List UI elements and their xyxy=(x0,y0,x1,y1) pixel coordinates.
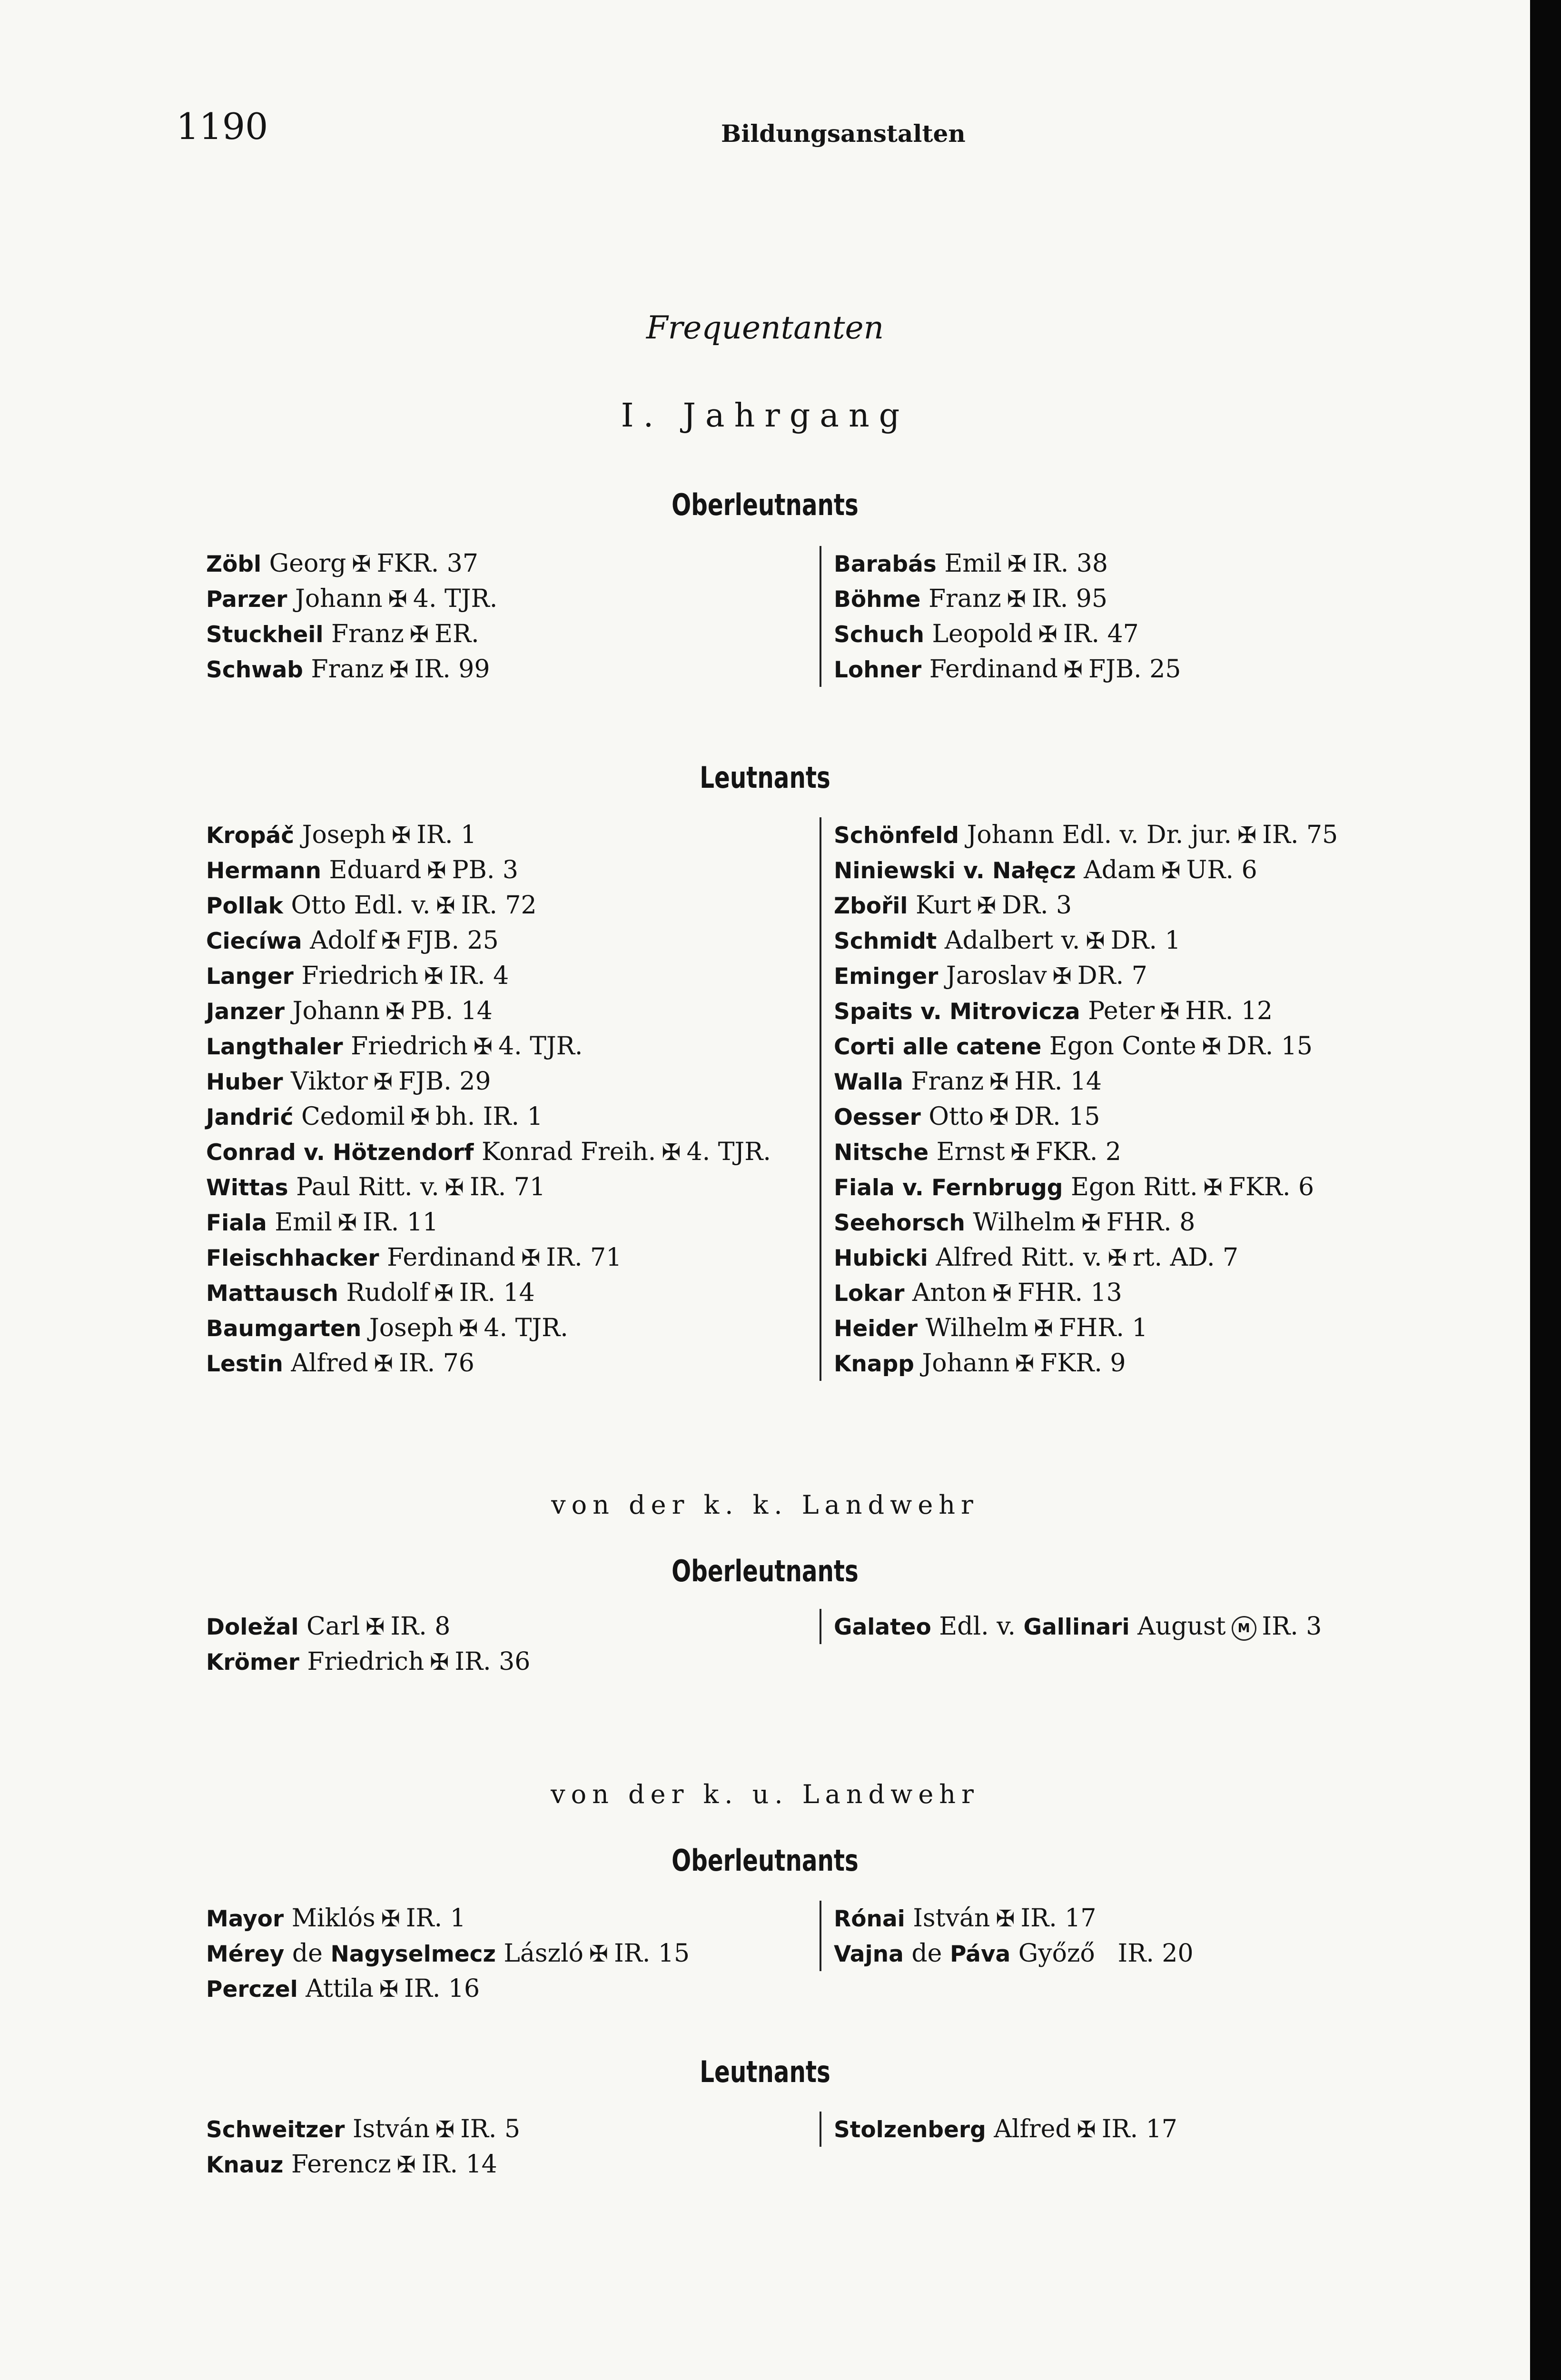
unit: IR. 99 xyxy=(414,655,490,684)
cross-icon: ✠ xyxy=(1034,1315,1053,1342)
given-name: István xyxy=(353,2115,430,2143)
cross-icon: ✠ xyxy=(1161,857,1181,884)
cross-icon: ✠ xyxy=(1237,822,1257,849)
roster-entry xyxy=(206,1901,690,1936)
cross-icon: ✠ xyxy=(473,1033,493,1060)
unit: IR. 1 xyxy=(405,1904,466,1933)
given-name: Joseph xyxy=(302,821,386,849)
unit: FJB. 25 xyxy=(406,926,499,955)
given-name: Jaroslav xyxy=(946,962,1047,990)
unit: 4. TJR. xyxy=(484,1314,568,1342)
surname: Rónai xyxy=(834,1906,905,1932)
cross-icon: ✠ xyxy=(589,1941,609,1967)
roster-entry xyxy=(206,993,771,1029)
cross-icon: ✠ xyxy=(1202,1033,1221,1060)
given-name: Rudolf xyxy=(346,1279,429,1307)
cross-icon: ✠ xyxy=(436,892,455,919)
roster-entry xyxy=(206,581,497,616)
surname: Eminger xyxy=(834,963,939,990)
unit: IR. 36 xyxy=(454,1647,531,1676)
roster-entry xyxy=(206,1275,771,1310)
cross-icon: ✠ xyxy=(1007,551,1027,577)
surname: Schmidt xyxy=(834,928,937,954)
roster-entry xyxy=(206,958,771,993)
unit: IR. 75 xyxy=(1262,821,1338,849)
cross-icon: ✠ xyxy=(1160,998,1180,1025)
unit: IR. 5 xyxy=(460,2115,521,2143)
surname: Vajna xyxy=(834,1941,904,1967)
given-name: Paul Ritt. v. xyxy=(296,1173,439,1201)
roster-entry xyxy=(206,1644,530,1679)
unit: FKR. 37 xyxy=(376,549,478,578)
cross-icon: ✠ xyxy=(1007,586,1027,613)
column-left xyxy=(206,2112,520,2182)
roster-entry xyxy=(206,1170,771,1205)
surname: Baumgarten xyxy=(206,1316,362,1342)
cross-icon: ✠ xyxy=(392,822,411,849)
unit: IR. 14 xyxy=(459,1279,535,1307)
surname: Perczel xyxy=(206,1976,298,2003)
surname-part: Gallinari xyxy=(1023,1614,1130,1640)
roster-entry xyxy=(834,853,1338,888)
cross-icon: ✠ xyxy=(1081,1210,1101,1236)
roster-entry xyxy=(834,1134,1338,1170)
unit: FHR. 8 xyxy=(1106,1208,1195,1237)
unit: IR. 71 xyxy=(470,1173,545,1201)
given-name: Adolf xyxy=(310,926,376,955)
roster-entry xyxy=(206,1971,690,2006)
cross-icon: ✠ xyxy=(1052,963,1072,990)
surname: Spaits v. Mitrovicza xyxy=(834,999,1080,1025)
given-name: Attila xyxy=(306,1974,374,2003)
roster-entry xyxy=(834,817,1338,853)
surname: Galateo xyxy=(834,1614,931,1640)
cross-icon: ✠ xyxy=(1203,1174,1223,1201)
unit: IR. 16 xyxy=(404,1974,480,2003)
cross-icon: ✠ xyxy=(385,998,405,1025)
surname-part: Nagyselmecz xyxy=(330,1941,496,1967)
unit: IR. 20 xyxy=(1117,1939,1194,1968)
group-title: von der k. k. Landwehr xyxy=(551,1490,979,1520)
given-name: István xyxy=(913,1904,990,1933)
cross-icon: ✠ xyxy=(427,857,446,884)
unit: PB. 3 xyxy=(452,856,518,884)
unit: DR. 15 xyxy=(1226,1032,1313,1061)
cross-icon: ✠ xyxy=(996,1905,1015,1932)
heading-oberleutnants: Oberleutnants xyxy=(672,1554,859,1588)
cross-icon: ✠ xyxy=(381,1905,400,1932)
unit: bh. IR. 1 xyxy=(435,1102,543,1131)
roster-entry xyxy=(206,2112,520,2147)
given-name: Alfred xyxy=(994,2115,1071,2143)
roster-entry xyxy=(206,1609,530,1644)
heading-leutnants: Leutnants xyxy=(700,2054,830,2089)
cross-icon: ✠ xyxy=(1063,656,1083,683)
cross-icon: ✠ xyxy=(409,621,429,648)
cross-icon: ✠ xyxy=(992,1280,1012,1307)
surname: Langthaler xyxy=(206,1034,343,1060)
roster-entry xyxy=(834,652,1181,687)
cross-icon: ✠ xyxy=(396,2152,416,2178)
column-left xyxy=(206,546,497,687)
given-name: Johann xyxy=(922,1349,1010,1378)
unit: rt. AD. 7 xyxy=(1132,1243,1239,1272)
roster-entry xyxy=(834,1240,1338,1275)
surname: Böhme xyxy=(834,586,921,613)
given-name: Alfred Ritt. v. xyxy=(936,1243,1102,1272)
given-name: László xyxy=(504,1939,583,1968)
running-title: Bildungsanstalten xyxy=(721,119,966,148)
cross-icon: ✠ xyxy=(410,1104,430,1130)
heading-oberleutnants: Oberleutnants xyxy=(672,1843,859,1878)
surname: Krömer xyxy=(206,1649,299,1676)
unit: IR. 76 xyxy=(398,1349,474,1378)
given-name: Emil xyxy=(275,1208,332,1237)
surname: Kropáč xyxy=(206,823,295,849)
surname: Lohner xyxy=(834,657,922,683)
roster-entry xyxy=(206,853,771,888)
unit: 4. TJR. xyxy=(498,1032,583,1061)
surname: Seehorsch xyxy=(834,1210,965,1236)
given-name: Konrad Freih. xyxy=(482,1138,656,1166)
unit: IR. 11 xyxy=(363,1208,438,1237)
cross-icon: ✠ xyxy=(1107,1245,1127,1271)
roster-entry xyxy=(834,1064,1338,1099)
unit: IR. 17 xyxy=(1020,1904,1097,1933)
cross-icon: ✠ xyxy=(379,1976,399,2003)
column-right xyxy=(820,1609,1322,1644)
surname: Corti alle catene xyxy=(834,1034,1042,1060)
given-name: Adam xyxy=(1084,856,1156,884)
roster-entry xyxy=(834,1275,1338,1310)
roster-entry xyxy=(834,581,1181,616)
unit: IR. 3 xyxy=(1262,1612,1322,1641)
cross-icon: ✠ xyxy=(1086,928,1105,954)
unit: FKR. 2 xyxy=(1035,1138,1121,1166)
surname: Walla xyxy=(834,1069,903,1095)
cross-icon: ✠ xyxy=(352,551,371,577)
surname: Schönfeld xyxy=(834,823,959,849)
cross-icon: ✠ xyxy=(366,1614,385,1640)
unit: IR. 47 xyxy=(1063,620,1139,648)
unit: IR. 4 xyxy=(449,962,509,990)
roster-entry xyxy=(206,1240,771,1275)
unit: IR. 8 xyxy=(390,1612,451,1641)
unit: UR. 6 xyxy=(1186,856,1257,884)
given-name: Carl xyxy=(306,1612,360,1641)
cross-icon: ✠ xyxy=(424,963,444,990)
surname: Nitsche xyxy=(834,1140,929,1166)
unit: IR. 95 xyxy=(1032,585,1107,613)
cross-icon: ✠ xyxy=(1038,621,1057,648)
surname: Pollak xyxy=(206,893,283,919)
surname: Niniewski v. Nałęcz xyxy=(834,858,1076,884)
unit: FHR. 1 xyxy=(1058,1314,1148,1342)
cross-icon: ✠ xyxy=(1077,2116,1096,2143)
surname: Langer xyxy=(206,963,294,990)
surname: Wittas xyxy=(206,1175,288,1201)
column-left xyxy=(206,1609,530,1679)
surname: Schwab xyxy=(206,657,303,683)
column-right xyxy=(820,546,1181,687)
unit: IR. 17 xyxy=(1101,2115,1177,2143)
surname: Heider xyxy=(834,1316,918,1342)
column-right xyxy=(820,1901,1194,1971)
roster-entry xyxy=(206,1064,771,1099)
heading-leutnants: Leutnants xyxy=(700,760,830,795)
given-name: Georg xyxy=(269,549,346,578)
roster-entry xyxy=(834,923,1338,958)
roster-entry xyxy=(206,616,497,652)
cross-icon: ✠ xyxy=(388,586,407,613)
surname: Fiala v. Fernbrugg xyxy=(834,1175,1063,1201)
given-name: Johann xyxy=(295,585,383,613)
roster-entry xyxy=(206,1029,771,1064)
given-name: Peter xyxy=(1088,997,1155,1025)
roster-entry xyxy=(834,616,1181,652)
roster-entry xyxy=(834,958,1338,993)
surname: Janzer xyxy=(206,999,285,1025)
given-name: Ferdinand xyxy=(929,655,1058,684)
given-name: Johann xyxy=(292,997,380,1025)
roster-entry xyxy=(206,652,497,687)
cross-icon: ✠ xyxy=(989,1104,1009,1130)
cross-icon: ✠ xyxy=(977,892,997,919)
surname: Lestin xyxy=(206,1351,283,1377)
given-name: Adalbert v. xyxy=(944,926,1080,955)
roster-entry xyxy=(834,1609,1322,1644)
column-right xyxy=(820,2112,1177,2147)
roster-entry xyxy=(834,2112,1177,2147)
roster-entry xyxy=(206,2147,520,2182)
cross-icon: ✠ xyxy=(1010,1139,1030,1166)
unit: FKR. 6 xyxy=(1228,1173,1314,1201)
unit: DR. 15 xyxy=(1014,1102,1100,1131)
roster-entry xyxy=(206,1310,771,1346)
roster-entry xyxy=(834,888,1338,923)
unit: IR. 72 xyxy=(461,891,537,920)
unit: IR. 71 xyxy=(546,1243,622,1272)
given-name: Ferencz xyxy=(291,2150,391,2179)
given-name: Cedomil xyxy=(301,1102,405,1131)
given-name: Anton xyxy=(912,1279,987,1307)
unit: FKR. 9 xyxy=(1040,1349,1126,1378)
surname: Mérey xyxy=(206,1941,285,1967)
unit: IR. 14 xyxy=(421,2150,497,2179)
unit: 4. TJR. xyxy=(413,585,498,613)
unit: ER. xyxy=(435,620,479,648)
roster-entry xyxy=(206,1134,771,1170)
unit: DR. 7 xyxy=(1077,962,1147,990)
roster-entry xyxy=(206,817,771,853)
given-name: Franz xyxy=(331,620,404,648)
given-name: Viktor xyxy=(291,1067,368,1096)
cross-icon: ✠ xyxy=(374,1350,393,1377)
surname: Fiala xyxy=(206,1210,267,1236)
cross-icon: ✠ xyxy=(434,1280,454,1307)
given-name: Ernst xyxy=(936,1138,1005,1166)
surname: Stolzenberg xyxy=(834,2117,986,2143)
cross-icon: ✠ xyxy=(662,1139,681,1166)
given-name: Egon Ritt. xyxy=(1070,1173,1198,1201)
unit: DR. 3 xyxy=(1002,891,1072,920)
surname: Zöbl xyxy=(206,551,262,577)
column-right xyxy=(820,817,1338,1381)
merit-badge-icon: M xyxy=(1232,1616,1256,1641)
given-name: Wilhelm xyxy=(973,1208,1076,1237)
surname-part: Páva xyxy=(949,1941,1011,1967)
given-name: Otto Edl. v. xyxy=(291,891,431,920)
surname: Lokar xyxy=(834,1280,905,1307)
unit: HR. 12 xyxy=(1185,997,1273,1025)
given-name: Miklós xyxy=(291,1904,375,1933)
scan-edge xyxy=(1530,0,1561,2380)
unit: FJB. 29 xyxy=(398,1067,491,1096)
given-name: Eduard xyxy=(329,856,422,884)
given-name: Franz xyxy=(911,1067,984,1096)
roster-entry xyxy=(834,1936,1194,1971)
cross-icon: ✠ xyxy=(521,1245,541,1271)
roster-entry xyxy=(206,1205,771,1240)
roster-entry xyxy=(834,1346,1338,1381)
surname: Huber xyxy=(206,1069,283,1095)
given-name: Alfred xyxy=(291,1349,368,1378)
roster-entry xyxy=(834,1310,1338,1346)
roster-entry xyxy=(834,1029,1338,1064)
roster-entry xyxy=(206,1346,771,1381)
given-name: August xyxy=(1137,1612,1226,1641)
roster-entry xyxy=(206,1936,690,1971)
given-name: Johann Edl. v. Dr. jur. xyxy=(967,821,1232,849)
cross-icon: ✠ xyxy=(435,2116,455,2143)
group-title: von der k. u. Landwehr xyxy=(551,1779,979,1809)
surname: Mayor xyxy=(206,1906,284,1932)
roster-entry xyxy=(206,546,497,581)
surname: Oesser xyxy=(834,1104,921,1130)
surname: Stuckheil xyxy=(206,622,324,648)
surname: Barabás xyxy=(834,551,937,577)
year-title: I. Jahrgang xyxy=(621,397,909,435)
cross-icon: ✠ xyxy=(445,1174,464,1201)
surname: Hermann xyxy=(206,858,321,884)
unit: IR. 38 xyxy=(1032,549,1108,578)
given-name: Friedrich xyxy=(301,962,419,990)
section-title: Frequentanten xyxy=(646,309,884,346)
roster-entry xyxy=(834,1099,1338,1134)
roster-entry xyxy=(206,1099,771,1134)
roster-entry xyxy=(206,923,771,958)
cross-icon: ✠ xyxy=(1015,1350,1035,1377)
given-name: Kurt xyxy=(915,891,971,920)
page-number: 1190 xyxy=(176,105,268,148)
column-left xyxy=(206,817,771,1381)
surname: Knauz xyxy=(206,2152,284,2178)
unit: DR. 1 xyxy=(1110,926,1181,955)
given-name: Ferdinand xyxy=(387,1243,516,1272)
column-left xyxy=(206,1901,690,2006)
surname: Doležal xyxy=(206,1614,299,1640)
given-name: Edl. v. xyxy=(939,1612,1016,1641)
given-name: Friedrich xyxy=(351,1032,468,1061)
given-name: de xyxy=(911,1939,942,1968)
surname: Zbořil xyxy=(834,893,908,919)
unit: IR. 1 xyxy=(416,821,477,849)
surname: Schweitzer xyxy=(206,2117,345,2143)
cross-icon: ✠ xyxy=(459,1315,478,1342)
given-name: Friedrich xyxy=(307,1647,425,1676)
unit: HR. 14 xyxy=(1014,1067,1102,1096)
cross-icon: ✠ xyxy=(373,1069,393,1095)
surname: Conrad v. Hötzendorf xyxy=(206,1140,474,1166)
given-name: Leopold xyxy=(932,620,1033,648)
given-name: Otto xyxy=(929,1102,984,1131)
given-name: Franz xyxy=(928,585,1001,613)
given-name: de xyxy=(292,1939,323,1968)
given-name: Emil xyxy=(944,549,1002,578)
surname: Parzer xyxy=(206,586,287,613)
unit: IR. 15 xyxy=(614,1939,690,1968)
surname: Fleischhacker xyxy=(206,1245,379,1271)
roster-entry xyxy=(834,1205,1338,1240)
surname: Mattausch xyxy=(206,1280,338,1307)
unit: FHR. 13 xyxy=(1017,1279,1122,1307)
given-name: Franz xyxy=(311,655,384,684)
given-name: Győző xyxy=(1018,1939,1095,1968)
cross-icon: ✠ xyxy=(389,656,409,683)
surname: Knapp xyxy=(834,1351,914,1377)
given-name: Joseph xyxy=(369,1314,454,1342)
roster-entry xyxy=(834,993,1338,1029)
unit: 4. TJR. xyxy=(686,1138,771,1166)
cross-icon: ✠ xyxy=(337,1210,357,1236)
cross-icon: ✠ xyxy=(989,1069,1009,1095)
roster-entry xyxy=(834,546,1181,581)
cross-icon: ✠ xyxy=(381,928,401,954)
surname: Ciecíwa xyxy=(206,928,302,954)
roster-entry xyxy=(834,1170,1338,1205)
given-name: Wilhelm xyxy=(925,1314,1028,1342)
cross-icon: ✠ xyxy=(430,1649,449,1676)
heading-oberleutnants: Oberleutnants xyxy=(672,487,859,522)
surname: Hubicki xyxy=(834,1245,928,1271)
roster-entry xyxy=(206,888,771,923)
unit: FJB. 25 xyxy=(1088,655,1181,684)
unit: PB. 14 xyxy=(410,997,493,1025)
given-name: Egon Conte xyxy=(1049,1032,1196,1061)
surname: Schuch xyxy=(834,622,924,648)
surname: Jandrić xyxy=(206,1104,294,1130)
roster-entry xyxy=(834,1901,1194,1936)
